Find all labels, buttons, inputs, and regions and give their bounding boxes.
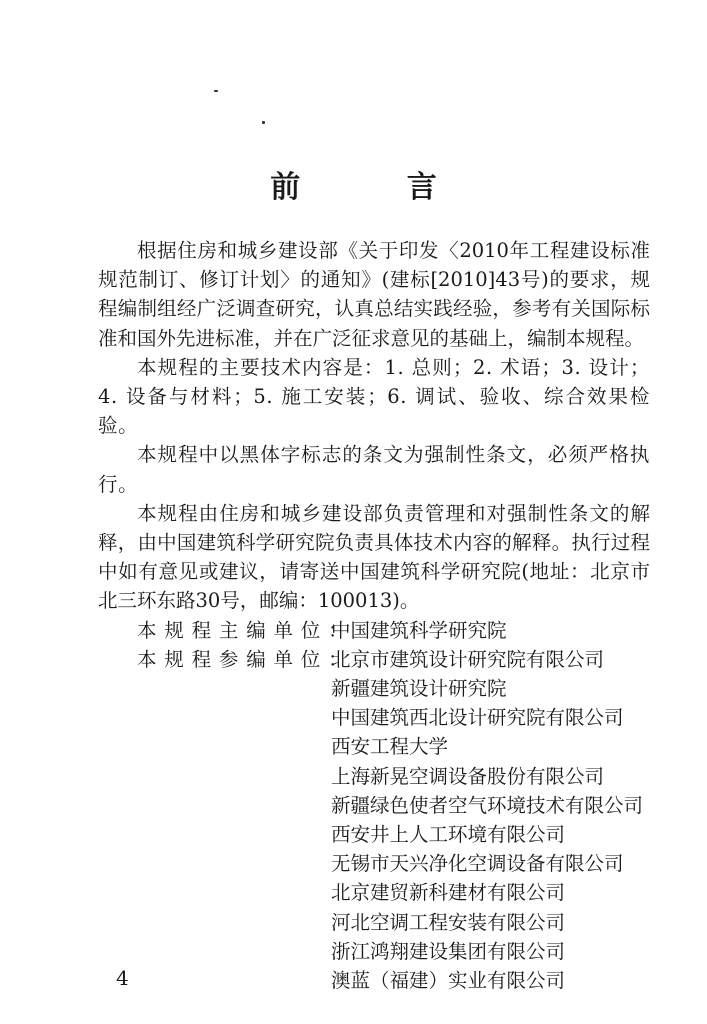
chief-editor-label: 本规程主编单位：: [137, 618, 356, 642]
participant-unit: 浙江鸿翔建设集团有限公司: [331, 939, 566, 963]
paragraph-mandatory-clauses: 本规程中以黑体字标志的条文为强制性条文，必须严格执行。: [98, 443, 650, 496]
chief-editor-unit: 中国建筑科学研究院: [331, 618, 507, 642]
chief-editor-row: [98, 616, 650, 645]
paragraph-management: 本规程由住房和城乡建设部负责管理和对强制性条文的解释，由中国建筑科学研究院负责具体技术内容的解释。执行过程中如有意见或建议，请寄送中国建筑科学研究院(地址：北京市北三环东路30号，邮编：100013)。: [98, 501, 650, 613]
participant-unit: 新疆绿色使者空气环境技术有限公司: [331, 793, 644, 817]
page-number: 4: [116, 966, 129, 990]
page-title: 前 言: [270, 170, 485, 205]
scan-speck: [214, 90, 218, 92]
participant-unit: 新疆建筑设计研究院: [331, 677, 507, 701]
participant-unit: 北京市建筑设计研究院有限公司: [331, 647, 605, 671]
participant-unit: 上海新晃空调设备股份有限公司: [331, 764, 605, 788]
paragraph-basis: 根据住房和城乡建设部《关于印发〈2010年工程建设标准规范制订、修订计划〉的通知》(建标[2010]43号)的要求，规程编制组经广泛调查研究，认真总结实践经验，参考有关国际标准和国外先进标准，并在广泛征求意见的基础上，编制本规程。: [98, 239, 650, 350]
participant-unit: 澳蓝（福建）实业有限公司: [331, 969, 566, 993]
scan-speck: [262, 121, 265, 124]
participant-unit: 西安井上人工环境有限公司: [331, 823, 566, 847]
participants-list: [331, 645, 650, 995]
participant-unit: 河北空调工程安装有限公司: [331, 910, 566, 934]
participants-label: 本规程参编单位：: [137, 647, 356, 671]
participants-row: [98, 645, 650, 995]
participant-unit: 北京建贸新科建材有限公司: [331, 881, 566, 905]
participant-unit: 无锡市天兴净化空调设备有限公司: [331, 852, 624, 876]
paragraph-technical-content: 本规程的主要技术内容是：1. 总则；2. 术语；3. 设计；4. 设备与材料；5. 施工安装；6. 调试、验收、综合效果检验。: [98, 355, 650, 438]
participant-unit: 中国建筑西北设计研究院有限公司: [331, 706, 624, 730]
participant-unit: 西安工程大学: [331, 735, 449, 759]
body-text: [98, 236, 650, 995]
